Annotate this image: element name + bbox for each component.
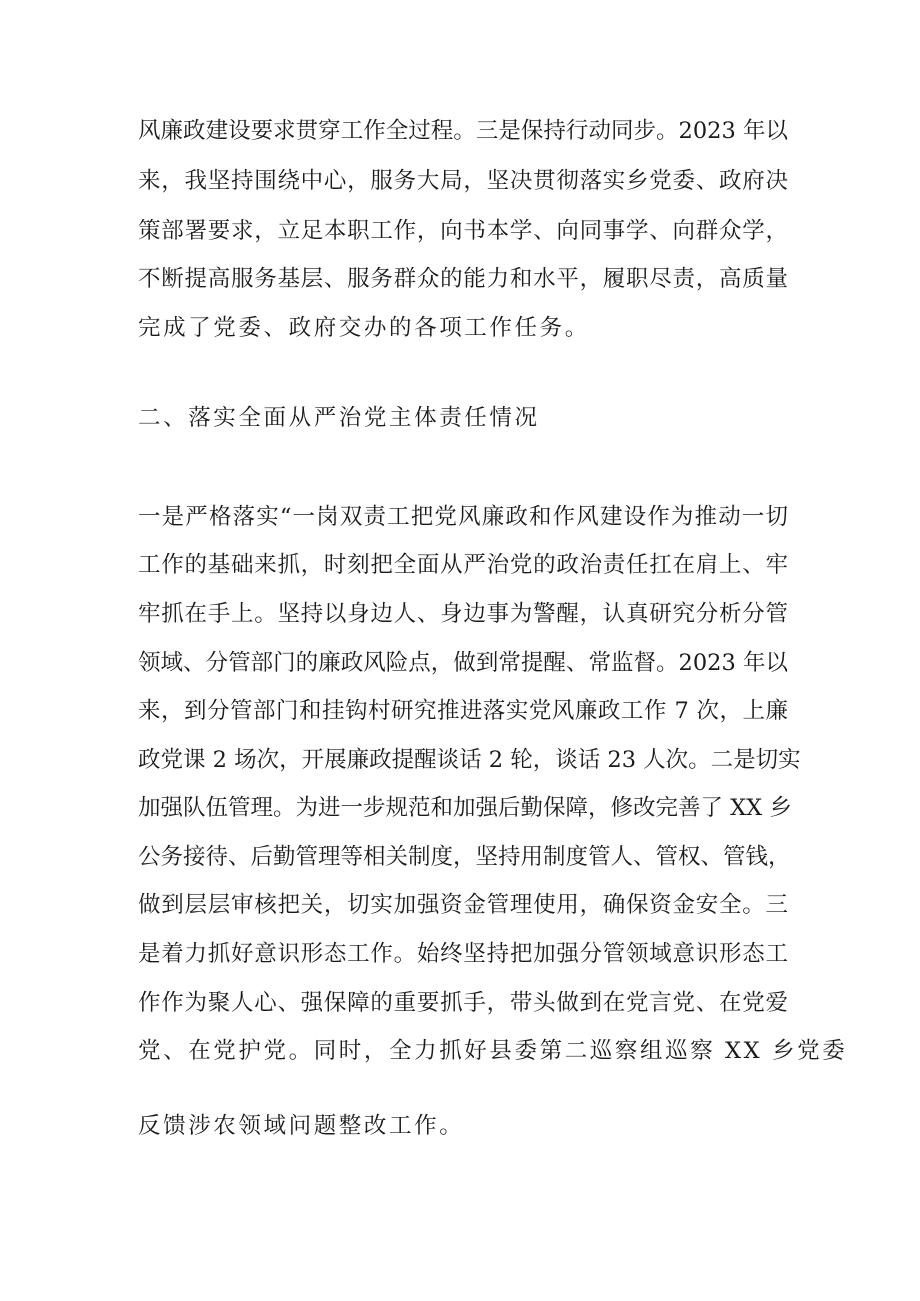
paragraph-2-line-6: 政党课 2 场次，开展廉政提醒谈话 2 轮，谈话 23 人次。二是切实 <box>138 747 801 773</box>
paragraph-2-line-11: 作作为聚人心、强保障的重要抓手，带头做到在党言党、在党爱 <box>138 990 788 1016</box>
paragraph-1-line-3: 策部署要求，立足本职工作，向书本学、向同事学、向群众学， <box>138 218 788 244</box>
paragraph-2-line-9: 做到层层审核把关，切实加强资金管理使用，确保资金安全。三 <box>138 892 788 918</box>
section-heading: 二、落实全面从严治党主体责任情况 <box>138 405 540 431</box>
paragraph-2-line-2: 工作的基础来抓，时刻把全面从严治党的政治责任扛在肩上、牢 <box>138 552 788 578</box>
paragraph-2-line-10: 是着力抓好意识形态工作。始终坚持把加强分管领域意识形态工 <box>138 941 788 967</box>
paragraph-2-line-12: 党、在党护党。同时，全力抓好县委第二巡察组巡察 XX 乡党委 <box>138 1038 848 1064</box>
paragraph-1-line-1: 风廉政建设要求贯穿工作全过程。三是保持行动同步。2023 年以 <box>138 118 788 144</box>
paragraph-2-line-4: 领域、分管部门的廉政风险点，做到常提醒、常监督。2023 年以 <box>138 650 788 676</box>
paragraph-2-line-1: 一是严格落实“一岗双责工把党风廉政和作风建设作为推动一切 <box>138 504 788 530</box>
paragraph-2-line-3: 牢抓在手上。坚持以身边人、身边事为警醒，认真研究分析分管 <box>138 601 788 627</box>
paragraph-2-line-7: 加强队伍管理。为进一步规范和加强后勤保障，修改完善了 XX 乡 <box>138 795 792 821</box>
paragraph-3-line-1: 反馈涉农领域问题整改工作。 <box>138 1113 465 1139</box>
paragraph-1-line-5: 完成了党委、政府交办的各项工作任务。 <box>138 315 590 341</box>
paragraph-2-line-8: 公务接待、后勤管理等相关制度，坚持用制度管人、管权、管钱， <box>138 844 791 870</box>
paragraph-1-line-4: 不断提高服务基层、服务群众的能力和水平，履职尽责，高质量 <box>138 266 788 292</box>
paragraph-1-line-2: 来，我坚持围绕中心，服务大局，坚决贯彻落实乡党委、政府决 <box>138 168 788 194</box>
paragraph-2-line-5: 来，到分管部门和挂钩村研究推进落实党风廉政工作 7 次，上廉 <box>138 698 788 724</box>
